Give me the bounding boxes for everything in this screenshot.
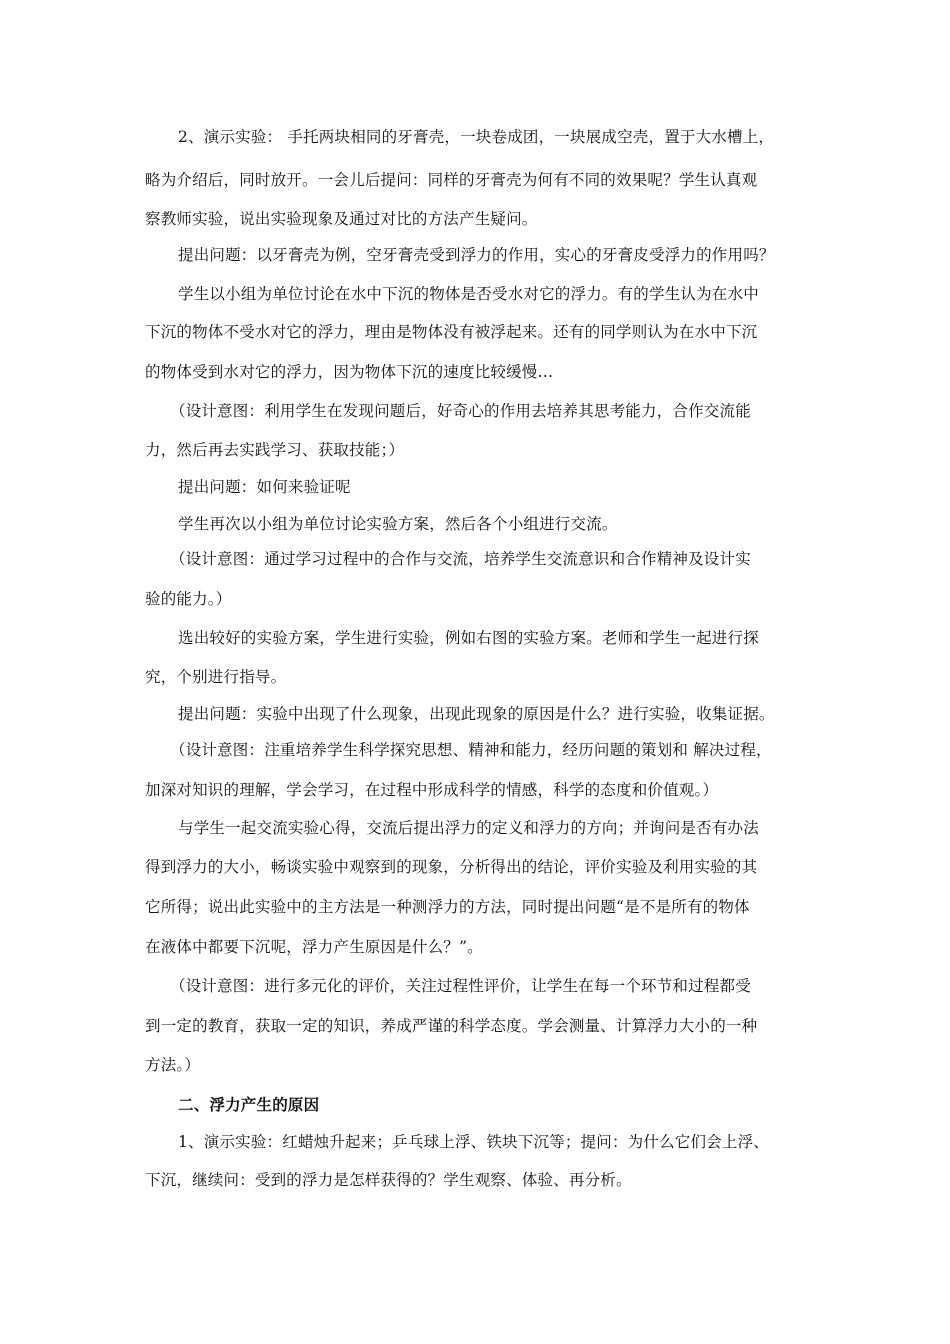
text-line: 察教师实验，说出实验现象及通过对比的方法产生疑问。 (145, 210, 538, 228)
text-line: 提出问题：如何来验证呢 (178, 478, 351, 496)
text-line: 力，然后再去实践学习、获取技能；） (145, 441, 405, 459)
text-line: 加深对知识的理解，学会学习，在过程中形成科学的情感，科学的态度和价值观。） (145, 781, 719, 799)
text-line: 到一定的教育，获取一定的知识，养成严谨的科学态度。学会测量、计算浮力大小的一种 (145, 1017, 758, 1035)
text-line: 提出问题：以牙膏壳为例，空牙膏壳受到浮力的作用，实心的牙膏皮受浮力的作用吗？ (178, 246, 775, 264)
text-line: 学生再次以小组为单位讨论实验方案，然后各个小组进行交流。 (178, 515, 618, 533)
text-line: 略为介绍后，同时放开。一会儿后提问：同样的牙膏壳为何有不同的效果呢？学生认真观 (145, 171, 758, 189)
text-line: （设计意图：注重培养学生科学探究思想、精神和能力，经历问题的策划和 解决过程， (170, 741, 772, 759)
text-line: （设计意图：利用学生在发现问题后，好奇心的作用去培养其思考能力，合作交流能 (170, 402, 751, 420)
text-line: 提出问题：实验中出现了什么现象，出现此现象的原因是什么？进行实验，收集证据。 (178, 705, 775, 723)
text-line: 2、演示实验： 手托两块相同的牙膏壳，一块卷成团，一块展成空壳，置于大水槽上， (178, 128, 775, 146)
text-line: 学生以小组为单位讨论在水中下沉的物体是否受水对它的浮力。有的学生认为在水中 (178, 285, 759, 303)
text-line: （设计意图：通过学习过程中的合作与交流，培养学生交流意识和合作精神及设计实 (170, 550, 751, 568)
section-heading: 二、浮力产生的原因 (178, 1095, 320, 1114)
text-line: 下沉，继续问：受到的浮力是怎样获得的？学生观察、体验、再分析。 (145, 1171, 632, 1189)
text-line: 的物体受到水对它的浮力，因为物体下沉的速度比较缓慢… (145, 363, 554, 381)
text-line: （设计意图：进行多元化的评价，关注过程性评价，让学生在每一个环节和过程都受 (170, 977, 751, 995)
text-line: 下沉的物体不受水对它的浮力，理由是物体没有被浮起来。还有的同学则认为在水中下沉 (145, 323, 758, 341)
text-line: 方法。） (145, 1056, 201, 1074)
text-line: 究，个别进行指导。 (145, 668, 287, 686)
text-line: 在液体中都要下沉呢，浮力产生原因是什么？”。 (145, 938, 483, 956)
text-line: 1、演示实验：红蜡烛升起来；乒乓球上浮、铁块下沉等；提问：为什么它们会上浮、 (178, 1133, 769, 1151)
text-line: 验的能力。） (145, 590, 232, 608)
text-line: 它所得；说出此实验中的主方法是一种测浮力的方法，同时提出问题“是不是所有的物体 (145, 898, 750, 916)
text-line: 与学生一起交流实验心得，交流后提出浮力的定义和浮力的方向；并询问是否有办法 (178, 819, 759, 837)
text-line: 得到浮力的大小，畅谈实验中观察到的现象，分析得出的结论，评价实验及利用实验的其 (145, 858, 758, 876)
text-line: 选出较好的实验方案，学生进行实验，例如右图的实验方案。老师和学生一起进行探 (178, 629, 759, 647)
